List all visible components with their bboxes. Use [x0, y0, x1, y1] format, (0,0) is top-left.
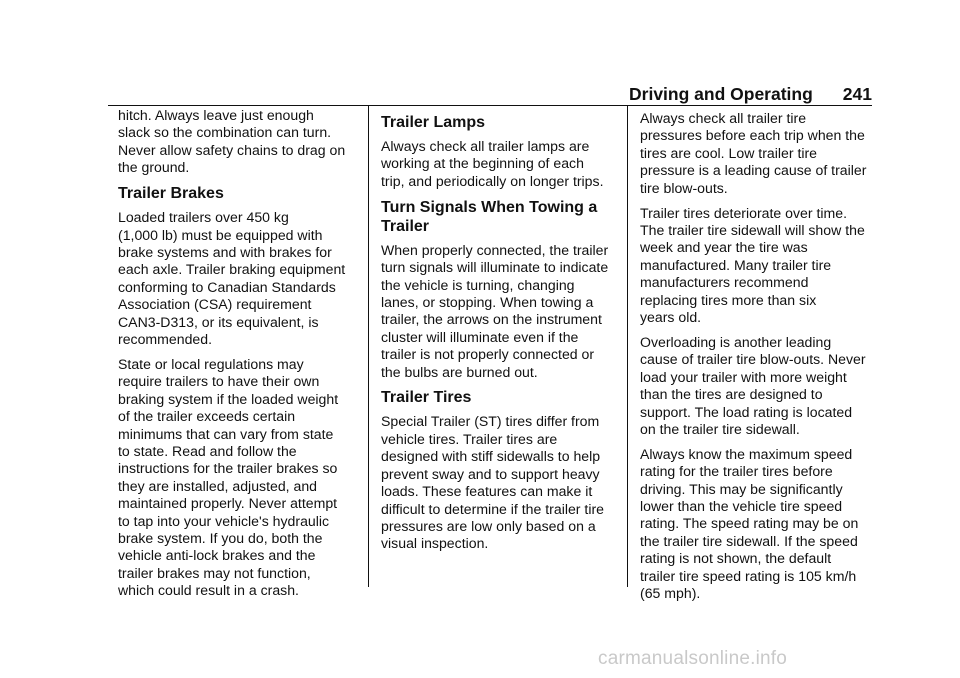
- column-divider-1: [368, 105, 369, 587]
- column-3: [640, 110, 882, 610]
- heading-trailer-lamps: Trailer Lamps: [381, 114, 486, 131]
- section-title: Driving and Operating: [629, 83, 813, 104]
- page-number: 241: [842, 83, 872, 104]
- watermark: carmanualsonline.info: [598, 648, 788, 669]
- column-1: [118, 107, 360, 607]
- paragraph-overloading: Overloading is another leading cause of trailer tire blow-outs. Never load your trailer with more weight than the tires are designed to support. The load rating is located on the trailer tire sidewall.: [640, 333, 866, 437]
- paragraph-special-trailer-tires: Special Trailer (ST) tires differ from vehicle tires. Trailer tires are designed with stiff sidewalls to help prevent sway and to support heavy loads. These features can make it difficult to determine if the trailer tire pressures are low only based on a visual inspection.: [381, 413, 604, 552]
- column-2: [381, 107, 623, 560]
- paragraph-tire-age: Trailer tires deteriorate over time. The trailer tire sidewall will show the week and year the tire was manufactured. Many trailer tire manufacturers recommend replacing tires more than six years old.: [640, 204, 865, 325]
- header-rule: [108, 105, 872, 106]
- paragraph-brake-requirement: Loaded trailers over 450 kg (1,000 lb) must be equipped with brake systems and with brakes for each axle. Trailer braking equipment conforming to Canadian Standards Association (CSA) requirement CAN3-D313, or its equivalent, is recommended.: [118, 209, 346, 347]
- paragraph-tire-pressure: Always check all trailer tire pressures before each trip when the tires are cool. Low trailer tire pressure is a leading cause of trailer tire blow-outs.: [640, 110, 867, 196]
- paragraph-brake-regulations: State or local regulations may require trailers to have their own braking system if the loaded weight of the trailer exceeds certain minimums that can vary from state to state. Read and follow the instructions for the trailer brakes so they are installed, adjusted, and maintained properly. Never attempt to tap into your vehicle's hydraulic brake system. If you do, both the vehicle anti-lock brakes and the trailer brakes may not function, which could result in a crash.: [118, 355, 339, 599]
- paragraph-safety-chains: hitch. Always leave just enough slack so the combination can turn. Never allow safety chains to drag on the ground.: [118, 107, 346, 176]
- paragraph-lamps: Always check all trailer lamps are working at the beginning of each trip, and periodically on longer trips.: [381, 138, 604, 189]
- paragraph-speed-rating: Always know the maximum speed rating for the trailer tires before driving. This may be significantly lower than the vehicle tire speed rating. The speed rating may be on the trailer tire sidewall. If the speed rating is not shown, the default trailer tire speed rating is 105 km/h (65 mph).: [640, 445, 859, 602]
- heading-trailer-brakes: Trailer Brakes: [118, 185, 224, 203]
- column-divider-2: [627, 105, 628, 587]
- page-header: [629, 82, 872, 106]
- heading-trailer-tires: Trailer Tires: [381, 389, 472, 407]
- paragraph-turn-signals: When properly connected, the trailer turn signals will illuminate to indicate the vehicle is turning, changing lanes, or stopping. When towing a trailer, the arrows on the instrument cluster will illuminate even if the trailer is not properly connected or the bulbs are burned out.: [381, 241, 609, 380]
- heading-turn-signals: Turn Signals When Towing a Trailer: [381, 198, 598, 235]
